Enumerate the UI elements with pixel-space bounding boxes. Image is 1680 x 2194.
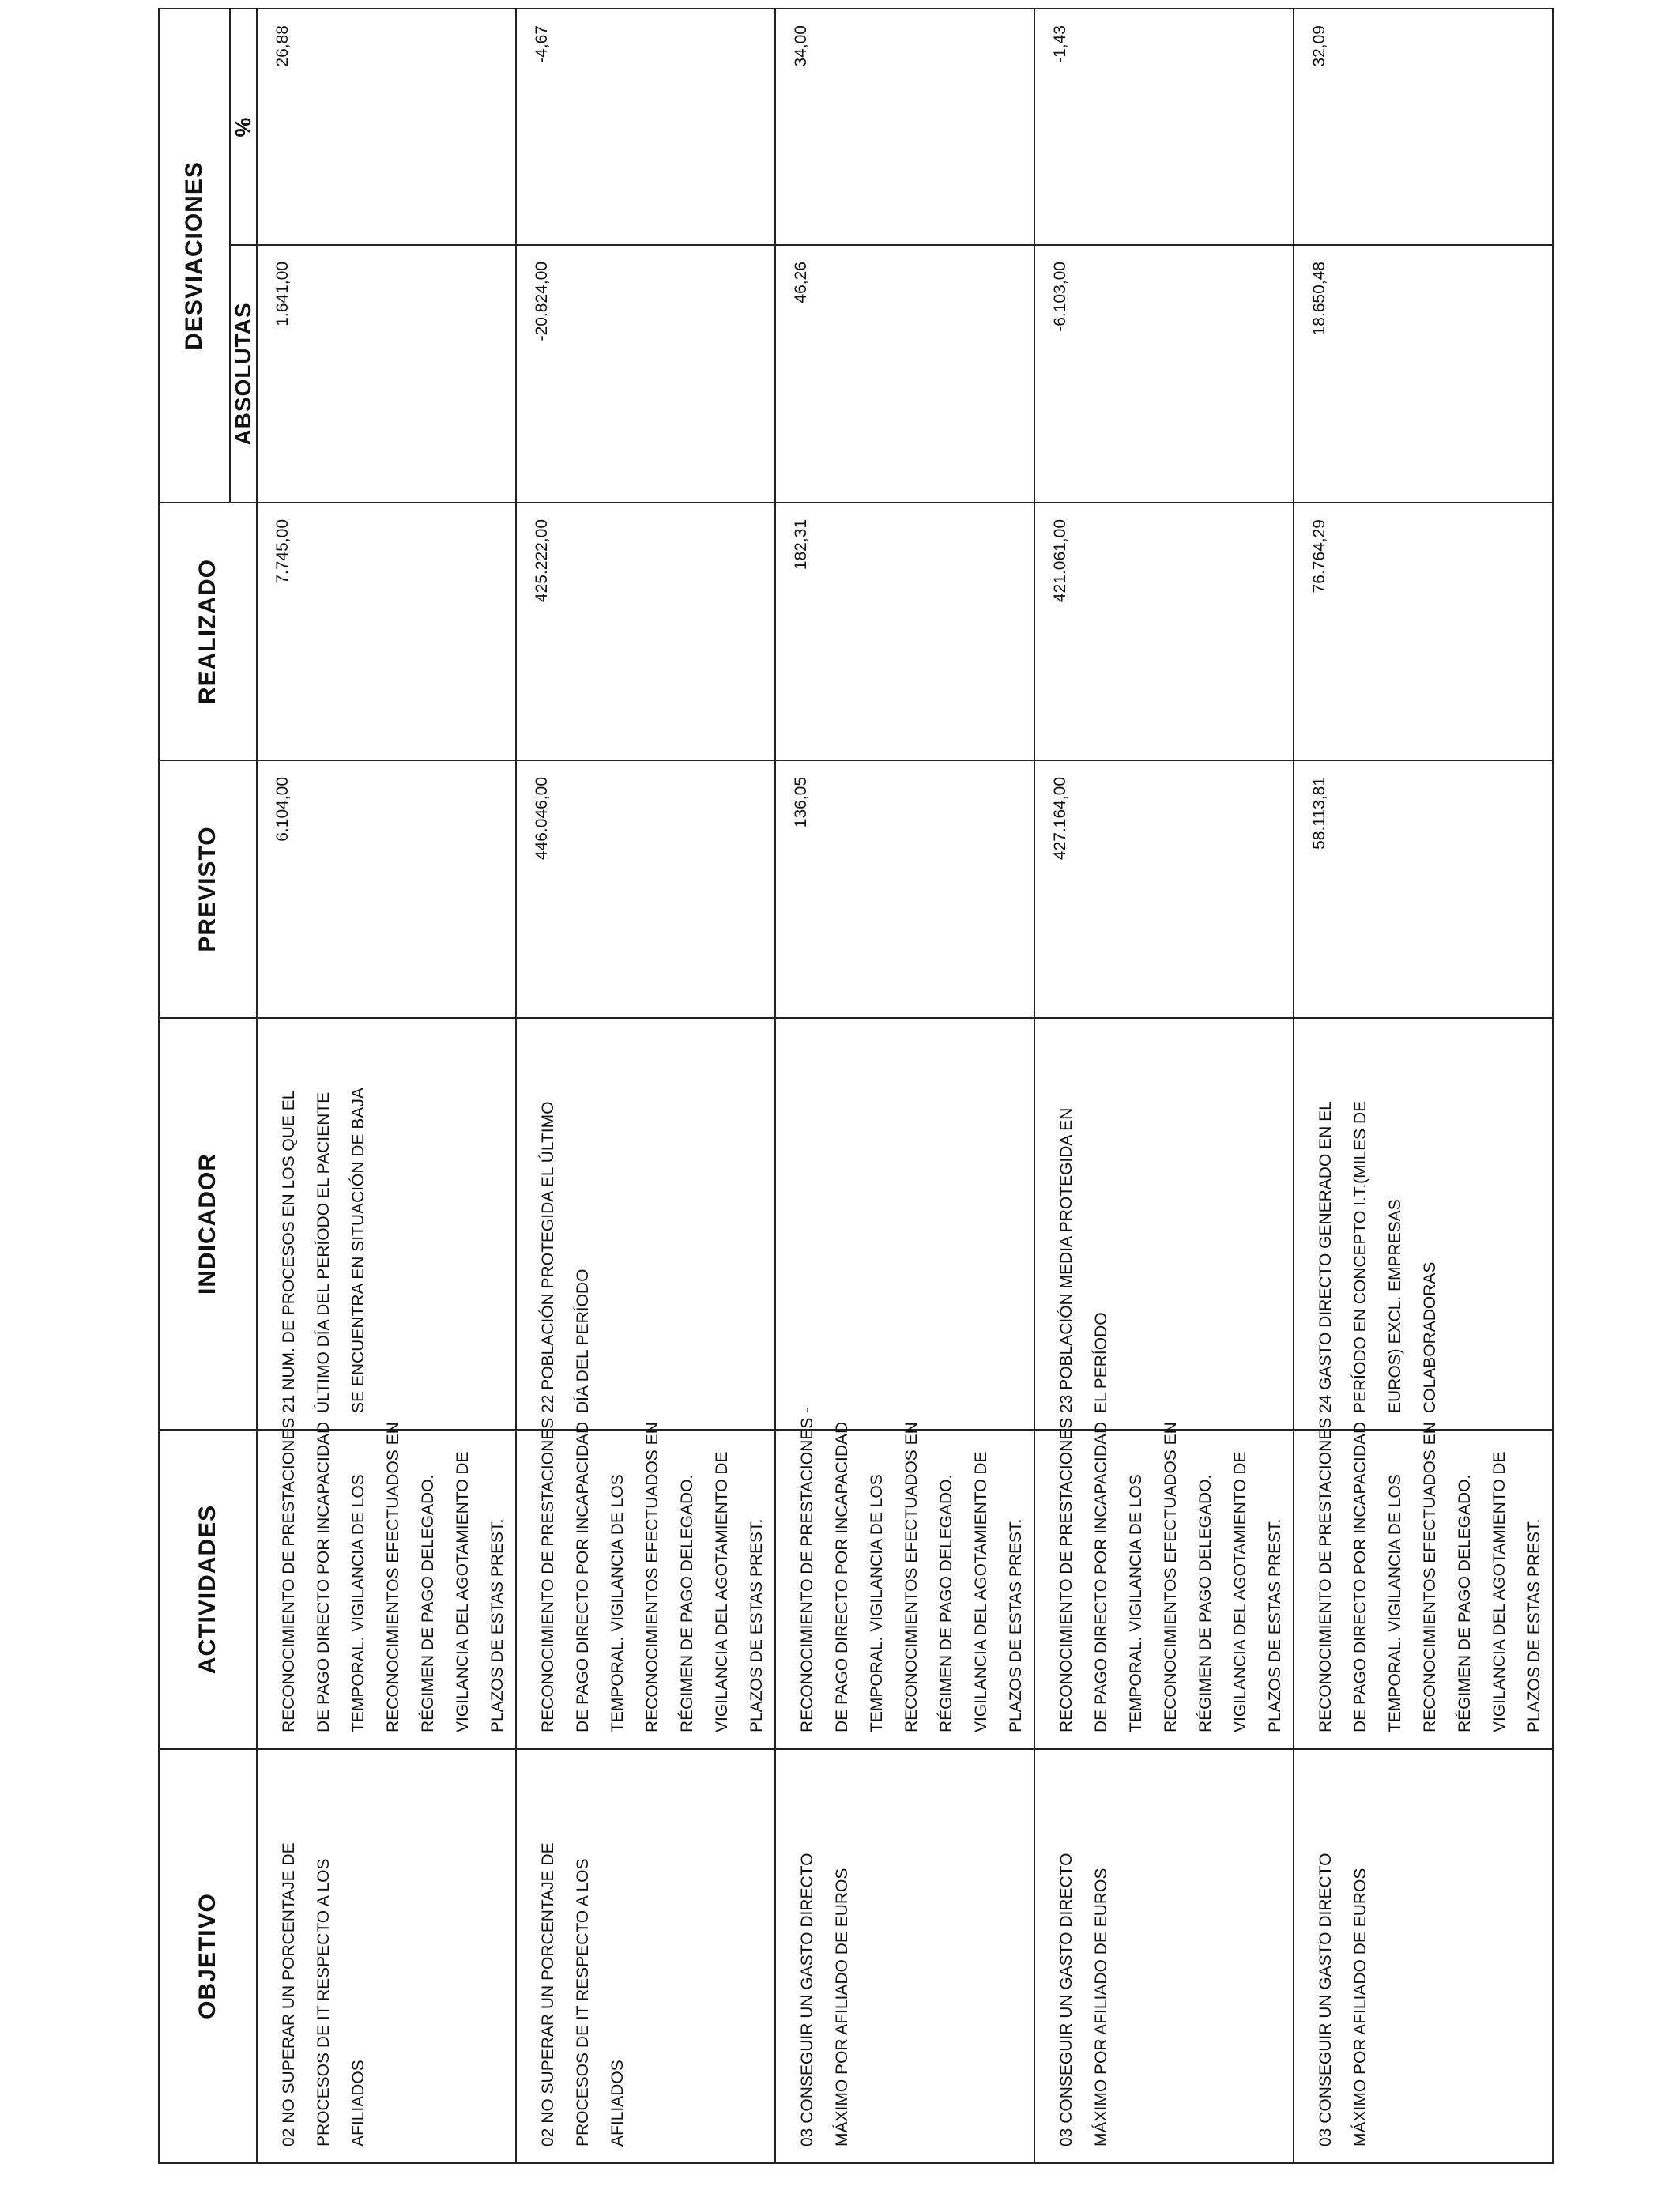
actividades-line: PLAZOS DE ESTAS PREST. <box>1525 1518 1543 1732</box>
actividades-line: VIGILANCIA DEL AGOTAMIENTO DE <box>713 1451 731 1732</box>
actividades-line: RECONOCIMIENTO DE PRESTACIONES <box>539 1417 557 1732</box>
header-previsto: PREVISTO <box>159 760 257 1018</box>
header-absolutas: ABSOLUTAS <box>230 245 257 503</box>
actividades-line: RECONOCIMIENTO DE PRESTACIONES <box>280 1417 298 1732</box>
cell-actividades <box>775 1417 1034 1749</box>
header-pct: % <box>230 9 257 245</box>
cell-previsto: 6.104,00 <box>257 760 516 1018</box>
indicador-line: EUROS) EXCL. EMPRESAS <box>1386 1199 1404 1413</box>
cell-pct: -1,43 <box>1034 9 1294 245</box>
cell-objetivo <box>257 1749 516 2163</box>
objetivo-line: 03 CONSEGUIR UN GASTO DIRECTO <box>1057 1853 1075 2147</box>
cell-pct: 34,00 <box>775 9 1034 245</box>
cell-indicador <box>1294 1018 1553 1430</box>
indicador-line: 21 NUM. DE PROCESOS EN LOS QUE EL <box>280 1090 298 1413</box>
objetivo-line: MÁXIMO POR AFILIADO DE EUROS <box>833 1868 851 2147</box>
objetivo-line: PROCESOS DE IT RESPECTO A LOS <box>315 1858 333 2147</box>
cell-absolutas: -6.103,00 <box>1034 245 1294 503</box>
cell-objetivo <box>1294 1749 1553 2163</box>
objetivo-line: AFILIADOS <box>349 2060 367 2147</box>
cell-absolutas: 18.650,48 <box>1294 245 1553 503</box>
cell-pct: 32,09 <box>1294 9 1553 245</box>
actividades-line: DE PAGO DIRECTO POR INCAPACIDAD <box>1092 1421 1110 1732</box>
objetivo-line: 02 NO SUPERAR UN PORCENTAJE DE <box>539 1842 557 2147</box>
header-desviaciones: DESVIACIONES <box>159 9 230 503</box>
actividades-line: RECONOCIMIENTO DE PRESTACIONES <box>798 1417 816 1732</box>
actividades-line: RECONOCIMIENTO DE PRESTACIONES <box>1057 1417 1075 1732</box>
actividades-line: TEMPORAL. VIGILANCIA DE LOS <box>349 1474 367 1732</box>
actividades-line: RECONOCIMIENTO DE PRESTACIONES <box>1317 1417 1335 1732</box>
cell-absolutas: 1.641,00 <box>257 245 516 503</box>
cell-realizado: 421.061,00 <box>1034 503 1294 760</box>
actividades-line: TEMPORAL. VIGILANCIA DE LOS <box>868 1474 886 1732</box>
table-row <box>1294 9 1553 2163</box>
cell-actividades <box>516 1417 775 1749</box>
actividades-line: RECONOCIMIENTOS EFECTUADOS EN <box>643 1422 661 1732</box>
indicador-line: - <box>798 1408 816 1413</box>
cell-actividades <box>1294 1417 1553 1749</box>
actividades-line: RÉGIMEN DE PAGO DELEGADO. <box>1456 1474 1474 1732</box>
cell-indicador <box>257 1018 516 1430</box>
actividades-line: TEMPORAL. VIGILANCIA DE LOS <box>1127 1474 1145 1732</box>
actividades-line: VIGILANCIA DEL AGOTAMIENTO DE <box>454 1451 472 1732</box>
cell-objetivo <box>1034 1749 1294 2163</box>
cell-actividades <box>1034 1417 1294 1749</box>
header-indicador: INDICADOR <box>159 1018 257 1430</box>
actividades-line: RÉGIMEN DE PAGO DELEGADO. <box>937 1474 955 1732</box>
actividades-line: RECONOCIMIENTOS EFECTUADOS EN <box>1162 1422 1180 1732</box>
cell-realizado: 182,31 <box>775 503 1034 760</box>
indicador-line: 22 POBLACIÓN PROTEGIDA EL ÚLTIMO <box>539 1101 557 1413</box>
actividades-line: PLAZOS DE ESTAS PREST. <box>1266 1518 1284 1732</box>
indicador-line: ÚLTIMO DÍA DEL PERÍODO EL PACIENTE <box>315 1091 333 1413</box>
indicador-line: 23 POBLACIÓN MEDIA PROTEGIDA EN <box>1057 1107 1075 1413</box>
actividades-line: DE PAGO DIRECTO POR INCAPACIDAD <box>833 1421 851 1732</box>
actividades-line: RÉGIMEN DE PAGO DELEGADO. <box>1196 1474 1215 1732</box>
objectives-table <box>158 8 1554 2164</box>
cell-indicador <box>516 1018 775 1430</box>
objetivo-line: 03 CONSEGUIR UN GASTO DIRECTO <box>798 1853 816 2147</box>
actividades-line: RECONOCIMIENTOS EFECTUADOS EN <box>1421 1422 1439 1732</box>
objetivo-line: MÁXIMO POR AFILIADO DE EUROS <box>1092 1868 1110 2147</box>
actividades-line: DE PAGO DIRECTO POR INCAPACIDAD <box>574 1421 592 1732</box>
cell-actividades <box>257 1417 516 1749</box>
cell-realizado: 76.764,29 <box>1294 503 1553 760</box>
actividades-line: RÉGIMEN DE PAGO DELEGADO. <box>678 1474 696 1732</box>
cell-previsto: 136,05 <box>775 760 1034 1018</box>
actividades-line: DE PAGO DIRECTO POR INCAPACIDAD <box>1351 1421 1369 1732</box>
cell-previsto: 427.164,00 <box>1034 760 1294 1018</box>
cell-indicador <box>1034 1018 1294 1430</box>
actividades-line: RECONOCIMIENTOS EFECTUADOS EN <box>384 1422 402 1732</box>
table-body <box>257 9 1553 2163</box>
cell-previsto: 446.046,00 <box>516 760 775 1018</box>
cell-absolutas: -20.824,00 <box>516 245 775 503</box>
actividades-line: PLAZOS DE ESTAS PREST. <box>1007 1518 1025 1732</box>
indicador-line: DÍA DEL PERÍODO <box>574 1269 592 1413</box>
table-row <box>516 9 775 2163</box>
cell-pct: 26,88 <box>257 9 516 245</box>
actividades-line: TEMPORAL. VIGILANCIA DE LOS <box>608 1474 627 1732</box>
cell-absolutas: 46,26 <box>775 245 1034 503</box>
header-objetivo: OBJETIVO <box>159 1749 257 2163</box>
objetivo-line: 02 NO SUPERAR UN PORCENTAJE DE <box>280 1842 298 2147</box>
objetivo-line: 03 CONSEGUIR UN GASTO DIRECTO <box>1317 1853 1335 2147</box>
cell-objetivo <box>775 1749 1034 2163</box>
cell-indicador <box>775 1018 1034 1430</box>
actividades-line: DE PAGO DIRECTO POR INCAPACIDAD <box>315 1421 333 1732</box>
actividades-line: VIGILANCIA DEL AGOTAMIENTO DE <box>972 1451 990 1732</box>
rotated-report-sheet <box>158 9 1543 2164</box>
indicador-line: COLABORADORAS <box>1421 1261 1439 1413</box>
cell-realizado: 425.222,00 <box>516 503 775 760</box>
table-row <box>1034 9 1294 2163</box>
header-realizado: REALIZADO <box>159 503 257 760</box>
indicador-line: EL PERÍODO <box>1092 1312 1110 1413</box>
objetivo-line: PROCESOS DE IT RESPECTO A LOS <box>574 1858 592 2147</box>
indicador-line: SE ENCUENTRA EN SITUACIÓN DE BAJA <box>349 1088 367 1413</box>
cell-objetivo <box>516 1749 775 2163</box>
header-actividades: ACTIVIDADES <box>159 1430 257 1749</box>
actividades-line: RÉGIMEN DE PAGO DELEGADO. <box>419 1474 437 1732</box>
objetivo-line: MÁXIMO POR AFILIADO DE EUROS <box>1351 1868 1369 2147</box>
actividades-line: RECONOCIMIENTOS EFECTUADOS EN <box>902 1422 921 1732</box>
indicador-line: PERÍODO EN CONCEPTO I.T.(MILES DE <box>1351 1100 1369 1413</box>
actividades-line: VIGILANCIA DEL AGOTAMIENTO DE <box>1490 1451 1509 1732</box>
table-row <box>257 9 516 2163</box>
actividades-line: VIGILANCIA DEL AGOTAMIENTO DE <box>1231 1451 1249 1732</box>
cell-previsto: 58.113,81 <box>1294 760 1553 1018</box>
actividades-line: PLAZOS DE ESTAS PREST. <box>488 1518 507 1732</box>
cell-realizado: 7.745,00 <box>257 503 516 760</box>
indicador-line: 24 GASTO DIRECTO GENERADO EN EL <box>1317 1101 1335 1413</box>
cell-pct: -4,67 <box>516 9 775 245</box>
actividades-line: PLAZOS DE ESTAS PREST. <box>748 1518 766 1732</box>
actividades-line: TEMPORAL. VIGILANCIA DE LOS <box>1386 1474 1404 1732</box>
objetivo-line: AFILIADOS <box>608 2060 627 2147</box>
table-row <box>775 9 1034 2163</box>
